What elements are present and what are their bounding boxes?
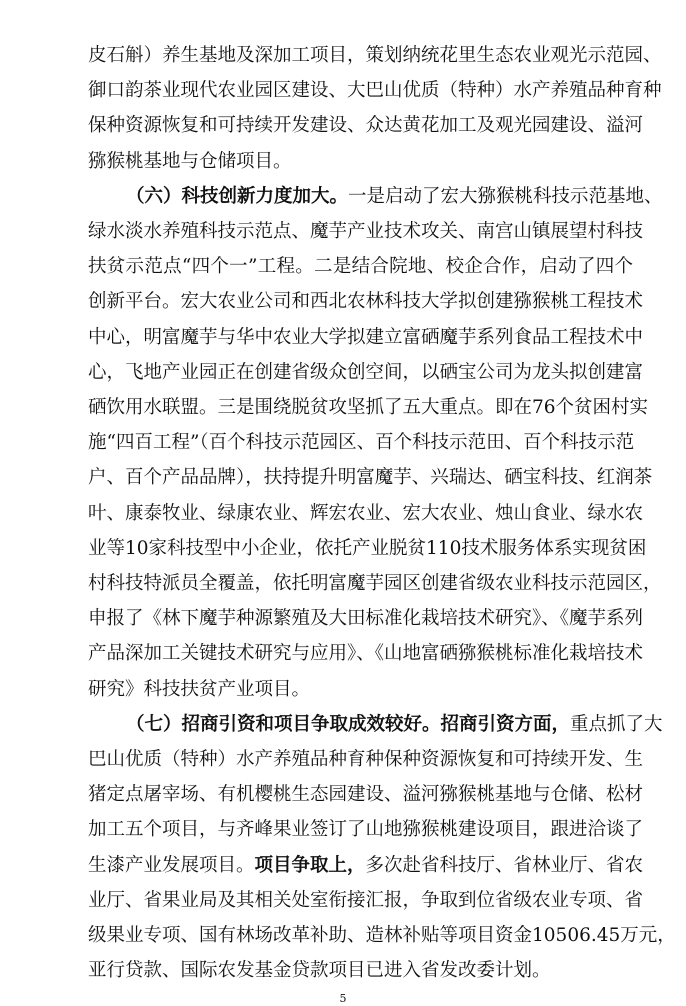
text-line: 中心，明富魔芋与华中农业大学拟建立富硒魔芋系列食品工程技术中: [88, 326, 644, 348]
text-line: 研究》科技扶贫产业项目。: [88, 678, 311, 700]
text-line: 级果业专项、国有林场改革补助、造林补贴等项目资金10506.45万元，: [88, 925, 676, 946]
text-line: 猕猴桃基地与仓储项目。: [88, 150, 292, 172]
text-line: 保种资源恢复和可持续开发建设、众达黄花加工及观光园建设、溢河: [88, 115, 644, 137]
text-line: 户、百个产品品牌），扶持提升明富魔芋、兴瑞达、硒宝科技、红润茶: [88, 467, 653, 489]
text-line: 绿水淡水养殖科技示范点、魔芋产业技术攻关、南宫山镇展望村科技: [88, 221, 644, 242]
text-run: 生漆产业发展项目。: [88, 854, 255, 876]
text-run: 重点抓了大: [570, 713, 663, 735]
subheading: 招商引资方面，: [440, 713, 571, 735]
text-run: 多次赴省科技厅、省林业厅、省农: [365, 854, 644, 876]
text-line: 巴山优质（特种）水产养殖品种育种保种资源恢复和可持续开发、生: [88, 749, 644, 770]
text-run: 一是启动了宏大猕猴桃科技示范基地、: [348, 185, 663, 207]
section-seven-first-line: [126, 707, 663, 742]
text-line: 硒饮用水联盟。三是围绕脱贫攻坚抓了五大重点。即在76个贫困村实: [88, 397, 649, 418]
text-line: 村科技特派员全覆盖，依托明富魔芋园区创建省级农业科技示范园区，: [88, 573, 662, 594]
text-line: 亚行贷款、国际农发基金贷款项目已进入省发改委计划。: [88, 960, 551, 982]
text-line: 申报了《林下魔芋种源繁殖及大田标准化栽培技术研究》、《魔芋系列: [88, 608, 644, 630]
text-line: 业厅、省果业局及其相关处室衔接汇报，争取到位省级农业专项、省: [88, 889, 644, 911]
text-line: 创新平台。宏大农业公司和西北农林科技大学拟创建猕猴桃工程技术: [88, 291, 644, 313]
text-line: 叶、康泰牧业、绿康农业、辉宏农业、宏大农业、烛山食业、绿水农: [88, 502, 644, 524]
text-line: 施“四百工程”（百个科技示范园区、百个科技示范田、百个科技示范: [88, 432, 635, 454]
text-line: 猪定点屠宰场、有机樱桃生态园建设、溢河猕猴桃基地与仓储、松材: [88, 784, 644, 806]
page-number: 5: [339, 992, 347, 1006]
text-line: 御口韵茶业现代农业园区建设、大巴山优质（特种）水产养殖品种育种: [88, 80, 662, 102]
text-line: 产品深加工关键技术研究与应用》、《山地富硒猕猴桃标准化栽培技术: [88, 643, 644, 665]
text-line: 皮石斛）养生基地及深加工项目，策划纳统花里生态农业观光示范园、: [88, 45, 662, 66]
section-heading: （七）招商引资和项目争取成效较好。: [126, 713, 441, 735]
section-six-first-line: [126, 179, 663, 214]
text-line: 加工五个项目，与齐峰果业签订了山地猕猴桃建设项目，跟进洽谈了: [88, 819, 644, 841]
text-line: 扶贫示范点“四个一”工程。二是结合院地、校企合作，启动了四个: [88, 256, 633, 278]
text-line: 心，飞地产业园正在创建省级众创空间，以硒宝公司为龙头拟创建富: [88, 361, 644, 383]
text-line: [88, 848, 644, 883]
section-heading: （六）科技创新力度加大。: [126, 185, 349, 207]
subheading: 项目争取上，: [254, 854, 366, 876]
text-line: 业等10家科技型中小企业，依托产业脱贫110技术服务体系实现贫困: [88, 537, 647, 559]
